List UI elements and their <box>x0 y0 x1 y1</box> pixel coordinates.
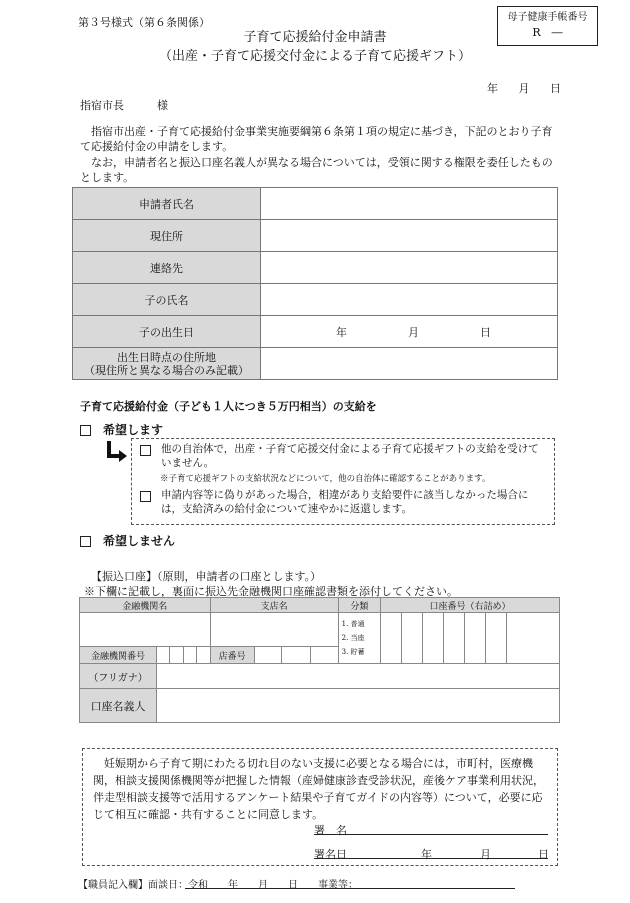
address-field[interactable] <box>261 220 558 252</box>
table-row <box>80 664 560 689</box>
signature-date-month: 月 <box>480 848 491 861</box>
table-row <box>73 252 558 284</box>
bday-year: 年 <box>336 325 347 339</box>
condition-2-text: 申請内容等に偽りがあった場合，相違があり支給要件に該当しなかった場合には，支給済みの給付金について速やかに返還します。 <box>161 489 529 515</box>
birth-address-field[interactable] <box>261 348 558 380</box>
account-digit-4[interactable] <box>444 613 465 664</box>
document-title: 子育て応援給付金申請書 <box>243 30 387 45</box>
table-row <box>80 598 560 613</box>
condition-2[interactable] <box>140 488 546 516</box>
table-row <box>73 348 558 380</box>
contact-field[interactable] <box>261 252 558 284</box>
label-contact: 連絡先 <box>73 252 261 284</box>
intro-paragraph-1: 指宿市出産・子育て応援給付金事業実施要綱第６条第１項の規定に基づき，下記のとおり子育て応援給付金の申請をします。 <box>80 125 553 153</box>
account-digit-2[interactable] <box>402 613 423 664</box>
table-row <box>73 284 558 316</box>
account-digit-1[interactable] <box>381 613 402 664</box>
arrow-icon <box>106 440 128 464</box>
account-digit-6[interactable] <box>486 613 507 664</box>
signature-label: 署 名 <box>314 824 347 837</box>
applicant-table <box>72 187 558 380</box>
form-number: 第３号様式（第６条関係） <box>78 16 210 29</box>
condition-1[interactable] <box>140 442 546 470</box>
bank-note: ※下欄に記載し，裏面に振込先金融機関口座確認書類を添付してください。 <box>84 585 458 598</box>
bank-label: 【振込口座】（原則，申請者の口座とします。） <box>91 570 322 583</box>
bank-code-digit-2[interactable] <box>170 647 183 664</box>
condition-note: ※子育て応援ギフトの支給状況などについて，他の自治体に確認することがあります。 <box>160 474 491 484</box>
condition-1-text: 他の自治体で，出産・子育て応援交付金による子育て応援ギフトの支給を受けていません。 <box>161 443 539 469</box>
table-row <box>80 613 560 647</box>
bank-table <box>79 597 560 723</box>
label-address: 現住所 <box>73 220 261 252</box>
bank-code-digit-3[interactable] <box>183 647 196 664</box>
bank-code-digit-4[interactable] <box>197 647 210 664</box>
bank-code-digit-1[interactable] <box>157 647 170 664</box>
header-account-type: 分類 <box>338 598 380 613</box>
bday-day: 日 <box>480 325 491 339</box>
applicant-name-field[interactable] <box>261 188 558 220</box>
table-row <box>73 316 558 348</box>
account-digit-7[interactable] <box>507 613 560 664</box>
furigana-field[interactable] <box>157 664 560 689</box>
label-child-name: 子の氏名 <box>73 284 261 316</box>
signature-date-line[interactable] <box>314 858 548 859</box>
boshi-label: 母子健康手帳番号 <box>507 12 588 23</box>
account-type-options[interactable] <box>338 613 380 664</box>
child-name-field[interactable] <box>261 284 558 316</box>
wish-option[interactable] <box>80 421 163 438</box>
type-checking[interactable]: 2. 当座 <box>341 634 365 642</box>
boshi-number-box[interactable] <box>497 6 598 46</box>
condition-1-checkbox[interactable] <box>140 445 151 456</box>
label-applicant-name: 申請者氏名 <box>73 188 261 220</box>
account-digit-5[interactable] <box>465 613 486 664</box>
signature-date-year: 年 <box>421 848 432 861</box>
no-wish-label: 希望しません <box>103 534 176 548</box>
wish-checkbox[interactable] <box>80 425 91 436</box>
signature-date-label: 署名日 <box>314 848 347 861</box>
signature-date-day: 日 <box>538 848 549 861</box>
conditions-box <box>131 438 555 525</box>
table-row <box>73 188 558 220</box>
branch-code-digit-2[interactable] <box>282 647 311 664</box>
birth-address-sublabel: （現住所と異なる場合のみ記載） <box>84 363 249 377</box>
signature-line[interactable] <box>314 834 548 835</box>
birth-address-label: 出生日時点の住所地 <box>117 350 216 364</box>
date-year: 年 <box>487 82 498 95</box>
label-account-holder: 口座名義人 <box>80 689 157 723</box>
bank-name-field[interactable] <box>80 613 211 647</box>
label-branch-code: 店番号 <box>210 647 254 664</box>
label-birth-address <box>73 348 261 380</box>
type-savings[interactable]: 3. 貯蓄 <box>341 648 365 656</box>
application-date[interactable] <box>470 80 561 96</box>
addressee: 指宿市長 様 <box>80 99 168 112</box>
table-row <box>73 220 558 252</box>
staff-section: 【職員記入欄】面談日：令和 年 月 日 事業等： <box>78 880 358 891</box>
header-bank-name: 金融機関名 <box>80 598 211 613</box>
account-holder-field[interactable] <box>157 689 560 723</box>
account-digit-3[interactable] <box>423 613 444 664</box>
label-bank-code: 金融機関番号 <box>80 647 157 664</box>
document-subtitle: （出産・子育て応援交付金による子育て応援ギフト） <box>158 49 471 64</box>
type-ordinary[interactable]: 1. 普通 <box>341 620 365 628</box>
condition-2-checkbox[interactable] <box>140 491 151 502</box>
label-furigana: （フリガナ） <box>80 664 157 689</box>
no-wish-checkbox[interactable] <box>80 536 91 547</box>
wish-label: 希望します <box>103 423 164 437</box>
intro-paragraph-2: なお，申請者名と振込口座名義人が異なる場合については，受領に関する権限を委任したものとします。 <box>80 156 553 184</box>
bday-month: 月 <box>408 325 419 339</box>
payment-heading: 子育て応援給付金（子ども１人につき５万円相当）の支給を <box>80 400 377 413</box>
label-child-birthday: 子の出生日 <box>73 316 261 348</box>
branch-name-field[interactable] <box>210 613 338 647</box>
table-row <box>80 689 560 723</box>
boshi-value: R ― <box>532 26 563 39</box>
date-day: 日 <box>550 82 561 95</box>
staff-line[interactable] <box>185 888 515 889</box>
header-branch-name: 支店名 <box>210 598 338 613</box>
no-wish-option[interactable] <box>80 532 175 549</box>
date-month: 月 <box>518 82 530 95</box>
consent-text: 妊娠期から子育て期にわたる切れ目のない支援に必要となる場合には，市町村，医療機関，相談支援関係機関等が把握した情報（産婦健康診査受診状況，産後ケア事業利用状況，伴走型相談支援等で活用するアンケート結果や子育てガイドの内容等）について，必要に応じて相互に確認・共有することに同意します。 <box>93 757 544 821</box>
branch-code-digit-3[interactable] <box>311 647 339 664</box>
header-account-number: 口座番号（右詰め） <box>381 598 560 613</box>
child-birthday-field[interactable] <box>261 316 558 348</box>
branch-code-digit-1[interactable] <box>254 647 282 664</box>
